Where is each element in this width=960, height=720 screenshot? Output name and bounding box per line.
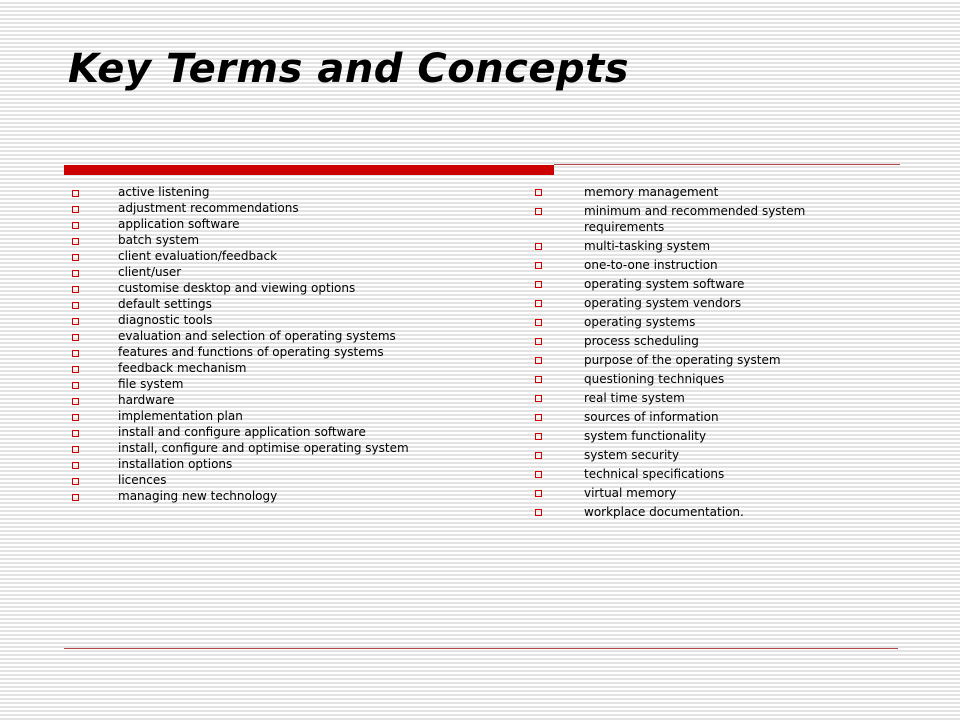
hollow-square-bullet-icon	[72, 382, 79, 389]
hollow-square-bullet-icon	[535, 208, 542, 215]
term-item	[535, 504, 865, 520]
term-item	[72, 362, 432, 375]
term-item	[535, 203, 865, 235]
term-text: virtual memory	[584, 486, 677, 500]
term-text: real time system	[584, 391, 685, 405]
term-item	[535, 352, 865, 368]
term-item	[535, 428, 865, 444]
term-text: questioning techniques	[584, 372, 725, 386]
hollow-square-bullet-icon	[72, 206, 79, 213]
hollow-square-bullet-icon	[535, 433, 542, 440]
hollow-square-bullet-icon	[535, 471, 542, 478]
term-text: managing new technology	[118, 489, 278, 503]
hollow-square-bullet-icon	[535, 338, 542, 345]
term-item	[72, 474, 432, 487]
terms-list-right	[535, 184, 865, 523]
hollow-square-bullet-icon	[535, 319, 542, 326]
term-text: evaluation and selection of operating systems	[118, 329, 396, 343]
term-text: customise desktop and viewing options	[118, 281, 356, 295]
term-text: memory management	[584, 185, 719, 199]
hollow-square-bullet-icon	[72, 446, 79, 453]
term-item	[72, 394, 432, 407]
term-item	[535, 238, 865, 254]
term-text: features and functions of operating systems	[118, 345, 384, 359]
hollow-square-bullet-icon	[72, 414, 79, 421]
term-text: system functionality	[584, 429, 707, 443]
hollow-square-bullet-icon	[535, 452, 542, 459]
hollow-square-bullet-icon	[72, 222, 79, 229]
term-item	[72, 314, 432, 327]
hollow-square-bullet-icon	[535, 357, 542, 364]
term-item	[535, 276, 865, 292]
hollow-square-bullet-icon	[72, 302, 79, 309]
title-divider-thick	[64, 165, 554, 175]
term-text: system security	[584, 448, 680, 462]
hollow-square-bullet-icon	[535, 414, 542, 421]
term-text: active listening	[118, 185, 210, 199]
hollow-square-bullet-icon	[535, 490, 542, 497]
term-item	[72, 218, 432, 231]
term-text: install, configure and optimise operating system	[118, 441, 409, 455]
hollow-square-bullet-icon	[535, 189, 542, 196]
term-text: workplace documentation.	[584, 505, 744, 519]
term-item	[535, 295, 865, 311]
term-item	[72, 410, 432, 423]
term-item	[72, 282, 432, 295]
term-text: default settings	[118, 297, 212, 311]
hollow-square-bullet-icon	[535, 376, 542, 383]
hollow-square-bullet-icon	[72, 238, 79, 245]
term-text: technical specifications	[584, 467, 725, 481]
term-item	[72, 458, 432, 471]
hollow-square-bullet-icon	[72, 430, 79, 437]
hollow-square-bullet-icon	[72, 494, 79, 501]
hollow-square-bullet-icon	[72, 350, 79, 357]
term-text: installation options	[118, 457, 233, 471]
term-item	[72, 378, 432, 391]
term-text: batch system	[118, 233, 200, 247]
term-item	[72, 250, 432, 263]
hollow-square-bullet-icon	[72, 462, 79, 469]
hollow-square-bullet-icon	[72, 366, 79, 373]
term-item	[72, 346, 432, 359]
term-text: minimum and recommended system requirements	[584, 204, 806, 234]
term-text: multi-tasking system	[584, 239, 711, 253]
hollow-square-bullet-icon	[535, 300, 542, 307]
hollow-square-bullet-icon	[72, 254, 79, 261]
term-text: operating system vendors	[584, 296, 742, 310]
term-item	[72, 426, 432, 439]
term-item	[535, 184, 865, 200]
hollow-square-bullet-icon	[535, 262, 542, 269]
term-text: feedback mechanism	[118, 361, 247, 375]
term-item	[535, 409, 865, 425]
term-text: client evaluation/feedback	[118, 249, 278, 263]
term-text: licences	[118, 473, 167, 487]
hollow-square-bullet-icon	[72, 398, 79, 405]
term-item	[72, 490, 432, 503]
term-item	[535, 314, 865, 330]
hollow-square-bullet-icon	[535, 281, 542, 288]
hollow-square-bullet-icon	[535, 243, 542, 250]
term-text: install and configure application software	[118, 425, 366, 439]
term-text: file system	[118, 377, 184, 391]
term-item	[535, 371, 865, 387]
hollow-square-bullet-icon	[72, 478, 79, 485]
hollow-square-bullet-icon	[72, 334, 79, 341]
hollow-square-bullet-icon	[535, 395, 542, 402]
term-item	[72, 298, 432, 311]
term-text: purpose of the operating system	[584, 353, 781, 367]
term-item	[535, 257, 865, 273]
footer-divider	[64, 648, 898, 649]
term-text: client/user	[118, 265, 182, 279]
hollow-square-bullet-icon	[72, 190, 79, 197]
title-divider-thin	[554, 164, 900, 165]
term-text: one-to-one instruction	[584, 258, 718, 272]
hollow-square-bullet-icon	[72, 318, 79, 325]
term-item	[72, 202, 432, 215]
term-text: implementation plan	[118, 409, 243, 423]
terms-list-left	[72, 186, 432, 506]
slide-title: Key Terms and Concepts	[68, 46, 630, 92]
term-text: adjustment recommendations	[118, 201, 299, 215]
term-text: application software	[118, 217, 240, 231]
hollow-square-bullet-icon	[72, 286, 79, 293]
term-text: operating systems	[584, 315, 696, 329]
term-item	[535, 333, 865, 349]
term-item	[72, 186, 432, 199]
term-item	[535, 390, 865, 406]
term-item	[72, 330, 432, 343]
term-text: process scheduling	[584, 334, 699, 348]
term-text: diagnostic tools	[118, 313, 213, 327]
term-item	[535, 485, 865, 501]
term-text: sources of information	[584, 410, 719, 424]
term-item	[535, 466, 865, 482]
term-text: hardware	[118, 393, 175, 407]
term-item	[72, 234, 432, 247]
hollow-square-bullet-icon	[535, 509, 542, 516]
term-item	[72, 266, 432, 279]
term-text: operating system software	[584, 277, 745, 291]
term-item	[72, 442, 432, 455]
term-item	[535, 447, 865, 463]
hollow-square-bullet-icon	[72, 270, 79, 277]
